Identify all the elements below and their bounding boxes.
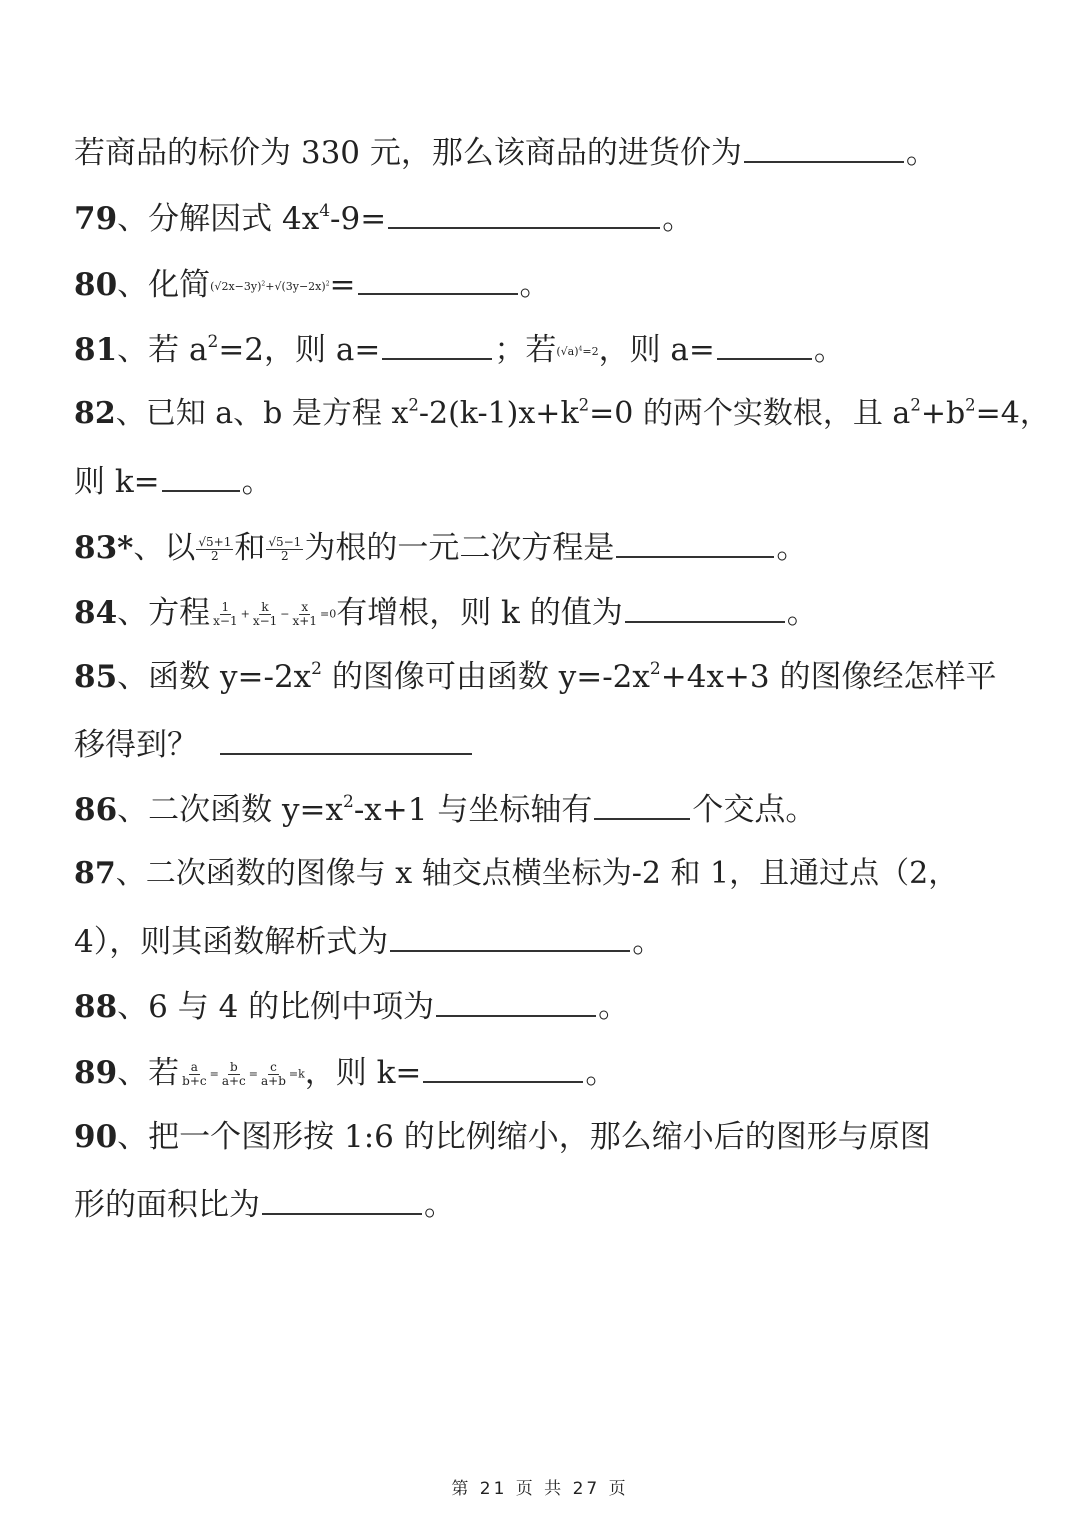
question-82: 82、已知 a、b 是方程 $x^2-2(k-1)x+k^2=0$ 的两个实数根，且 $a^2+b^2=4$， xyxy=(74,395,1050,431)
question-81: 81、若 $a^2=2$，则 a= ；若$(√a)^4=2$，则 a= 。 xyxy=(74,328,1040,372)
page-footer: 第 21 页 共 27 页 xyxy=(451,1479,629,1499)
q81-expression: $(√a)^4=2$ xyxy=(556,344,599,358)
question-79: 79、分解因式 $4x^4-9=$ 。 xyxy=(74,197,1040,239)
q81-number: 81 xyxy=(74,332,118,368)
question-86: 86、二次函数 $y=x^2-x+1$ 与坐标轴有 个交点。 xyxy=(74,788,1040,830)
question-83: 83*、以 $\frac{√5+1}{2}$ 和 $\frac{√5-1}{2}$ 为根的一元二次方程是 。 xyxy=(74,526,1040,568)
q89-fraction-1: $\frac{a}{b+c}$ xyxy=(182,1060,207,1088)
q86-answer-blank[interactable] xyxy=(594,788,690,820)
q79-answer-blank[interactable] xyxy=(388,197,660,229)
q84-fraction-3: $\frac{x}{x+1}$ xyxy=(292,600,317,628)
question-82-line-2: 则 k= 。 xyxy=(74,460,1040,502)
question-84: 84、方程 $\frac{1}{x-1}$ + $\frac{k}{x-1}$ − $\frac{x}{x+1}$ =0有增根，则 k 的值为 。 xyxy=(74,591,1040,635)
q84-fraction-2: $\frac{k}{x-1}$ xyxy=(252,600,278,628)
q85-number: 85 xyxy=(74,659,118,695)
q80-number: 80 xyxy=(74,267,118,303)
q81-answer-blank-1[interactable] xyxy=(382,328,492,360)
q81-answer-blank-2[interactable] xyxy=(717,328,812,360)
question-90-line-2: 形的面积比为 。 xyxy=(74,1183,1040,1225)
question-87-line-2: 4），则其函数解析式为 。 xyxy=(74,920,1040,962)
q80-expression: $(√2x-3y)^2+√(3y-2x)^2$ xyxy=(210,279,330,293)
q90-number: 90 xyxy=(74,1119,118,1155)
question-89: 89、若 $\frac{a}{b+c}$ = $\frac{b}{a+c}$ = $\frac{c}{a+b}$ =k，则 k= 。 xyxy=(74,1051,1040,1095)
q78-text: 若商品的标价为 330 元，那么该商品的进货价为 xyxy=(74,135,742,171)
q83-number: 83* xyxy=(74,530,134,566)
question-90: 90、把一个图形按 1:6 的比例缩小，那么缩小后的图形与原图 xyxy=(74,1119,931,1155)
q83-answer-blank[interactable] xyxy=(616,526,774,558)
q86-number: 86 xyxy=(74,792,118,828)
q87-number: 87 xyxy=(74,856,116,891)
q84-number: 84 xyxy=(74,595,118,631)
q89-fraction-2: $\frac{b}{a+c}$ xyxy=(221,1060,246,1088)
question-85: 85、函数 $y=-2x^2$ 的图像可由函数 $y=-2x^2+4x+3$ 的图像经怎样平 xyxy=(74,659,997,695)
q83-fraction-1: $\frac{√5+1}{2}$ xyxy=(198,535,232,563)
q89-number: 89 xyxy=(74,1055,118,1091)
question-85-line-2: 移得到？ xyxy=(74,723,1040,765)
q89-answer-blank[interactable] xyxy=(423,1051,583,1083)
q78-continuation: 若商品的标价为 330 元，那么该商品的进货价为 。 xyxy=(74,131,1040,173)
q88-number: 88 xyxy=(74,989,118,1025)
q84-fraction-1: $\frac{1}{x-1}$ xyxy=(213,600,238,628)
q88-answer-blank[interactable] xyxy=(436,985,596,1017)
q85-answer-blank[interactable] xyxy=(220,723,472,755)
q87-answer-blank[interactable] xyxy=(390,920,630,952)
question-87: 87、二次函数的图像与 x 轴交点横坐标为-2 和 1，且通过点（2， xyxy=(74,856,959,891)
question-88: 88、6 与 4 的比例中项为 。 xyxy=(74,985,1040,1027)
question-80: 80、化简$(√2x-3y)^2+√(3y-2x)^2=$ 。 xyxy=(74,263,1040,307)
q82-number: 82 xyxy=(74,396,116,431)
q82-answer-blank[interactable] xyxy=(162,460,240,492)
q89-fraction-3: $\frac{c}{a+b}$ xyxy=(260,1060,286,1088)
q80-answer-blank[interactable] xyxy=(358,263,518,295)
q90-answer-blank[interactable] xyxy=(262,1183,422,1215)
q83-fraction-2: $\frac{√5-1}{2}$ xyxy=(268,535,302,563)
q84-answer-blank[interactable] xyxy=(625,591,785,623)
q79-number: 79 xyxy=(74,201,118,237)
q78-answer-blank[interactable] xyxy=(744,131,904,163)
